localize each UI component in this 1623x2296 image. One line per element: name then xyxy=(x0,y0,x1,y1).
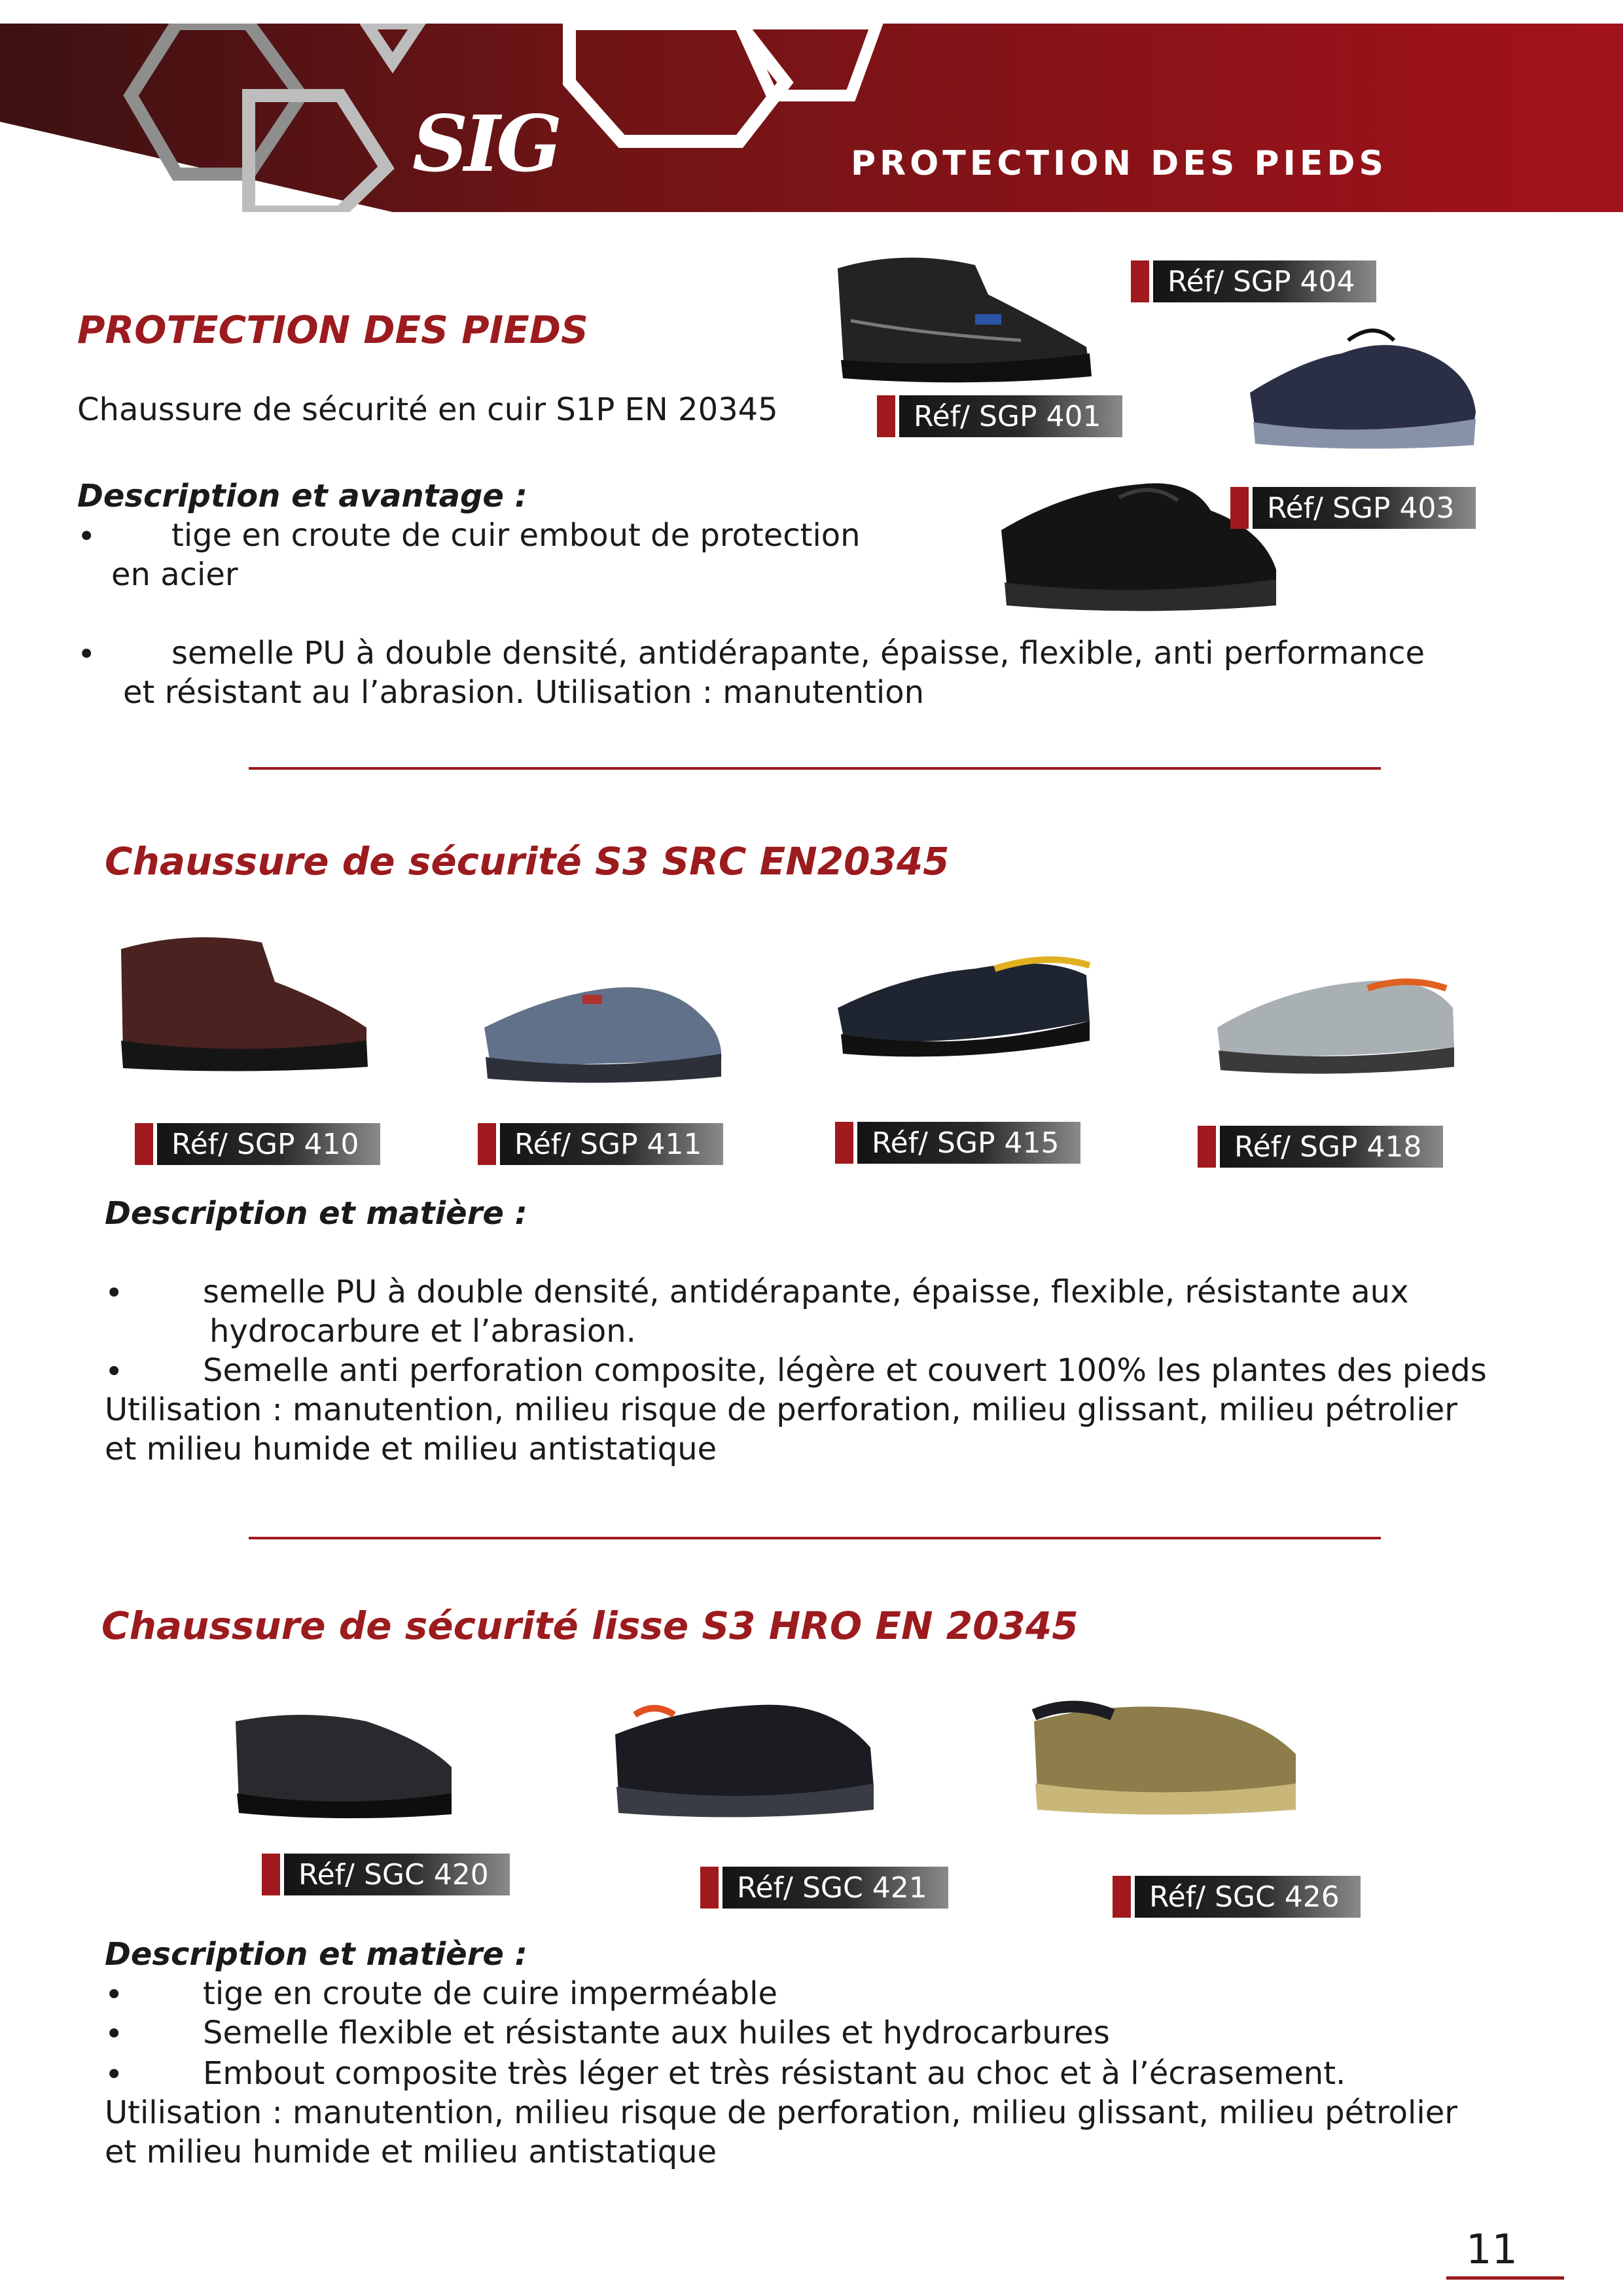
ref-text: Réf/ SGC 426 xyxy=(1135,1876,1361,1918)
shoe-image-sgc426 xyxy=(1027,1689,1309,1820)
section2-bullet1-line1: semelle PU à double densité, antidérapante, épaisse, flexible, résistante aux xyxy=(203,1274,1409,1310)
section-divider xyxy=(249,1537,1381,1539)
ref-text: Réf/ SGP 404 xyxy=(1153,260,1376,302)
ref-text: Réf/ SGP 410 xyxy=(157,1123,380,1165)
shoe-image-sgp411 xyxy=(478,962,726,1086)
ref-text: Réf/ SGP 403 xyxy=(1253,487,1476,529)
section3-usage-line2: et milieu humide et milieu antistatique xyxy=(105,2134,717,2170)
section1-subtitle: Chaussure de sécurité en cuir S1P EN 20345 xyxy=(77,391,778,428)
ref-text: Réf/ SGP 401 xyxy=(899,395,1122,437)
bullet-marker: • xyxy=(105,1275,124,1312)
section2-title: Chaussure de sécurité S3 SRC EN20345 xyxy=(105,839,950,884)
section3-bullet1-line1: tige en croute de cuire imperméable xyxy=(203,1975,777,2012)
section3-bullet3-line1: Embout composite très léger et très résistant au choc et à l’écrasement. xyxy=(203,2055,1346,2092)
shoe-image-sgp404 xyxy=(1243,314,1479,452)
ref-label-sgp411 xyxy=(478,1123,723,1165)
section3-usage-line1: Utilisation : manutention, milieu risque de perforation, milieu glissant, milieu pétrolier xyxy=(105,2094,1457,2131)
section2-bullet2-line1: Semelle anti perforation composite, légère et couvert 100% les plantes des pieds xyxy=(203,1352,1487,1389)
section2-usage-line2: et milieu humide et milieu antistatique xyxy=(105,1431,717,1467)
bullet-marker: • xyxy=(105,1354,124,1390)
ref-text: Réf/ SGC 421 xyxy=(722,1867,948,1909)
shoe-image-sgp415 xyxy=(831,949,1093,1067)
section1-bullet1-line1: tige en croute de cuir embout de protection xyxy=(171,517,861,554)
shoe-image-sgp401 xyxy=(825,249,1106,386)
section1-bullet1-line2: en acier xyxy=(111,556,238,593)
page-number-underline xyxy=(1446,2276,1564,2280)
section2-bullet1-line2: hydrocarbure et l’abrasion. xyxy=(209,1313,636,1350)
section3-title: Chaussure de sécurité lisse S3 HRO EN 20345 xyxy=(101,1604,1079,1648)
shoe-image-sgp418 xyxy=(1211,969,1459,1080)
bullet-marker: • xyxy=(105,1977,124,2013)
shoe-image-sgp410 xyxy=(111,923,373,1073)
ref-text: Réf/ SGC 420 xyxy=(284,1854,510,1895)
page-number: 11 xyxy=(1466,2225,1518,2273)
header-title: PROTECTION DES PIEDS xyxy=(851,144,1387,183)
bullet-marker: • xyxy=(77,518,96,555)
section3-desc-heading: Description et matière : xyxy=(105,1936,527,1973)
section1-title: PROTECTION DES PIEDS xyxy=(77,308,588,352)
section1-bullet2-line1: semelle PU à double densité, antidérapante, épaisse, flexible, anti performance xyxy=(171,635,1425,672)
bullet-marker: • xyxy=(105,2016,124,2053)
ref-label-sgc426 xyxy=(1113,1876,1361,1918)
shoe-image-sgc421 xyxy=(609,1695,883,1826)
ref-label-sgp418 xyxy=(1198,1126,1443,1168)
ref-label-sgc421 xyxy=(700,1867,948,1909)
section1-desc-heading: Description et avantage : xyxy=(77,478,527,514)
ref-label-sgc420 xyxy=(262,1854,510,1895)
section2-usage-line1: Utilisation : manutention, milieu risque de perforation, milieu glissant, milieu pétrolier xyxy=(105,1391,1457,1428)
ref-label-sgp415 xyxy=(835,1122,1080,1164)
bullet-marker: • xyxy=(77,636,96,673)
ref-label-sgp401 xyxy=(877,395,1122,437)
ref-text: Réf/ SGP 418 xyxy=(1220,1126,1443,1168)
ref-label-sgp403 xyxy=(1230,487,1476,529)
ref-label-sgp404 xyxy=(1131,260,1376,302)
shoe-image-sgc420 xyxy=(229,1702,458,1820)
ref-text: Réf/ SGP 415 xyxy=(857,1122,1080,1164)
ref-label-sgp410 xyxy=(135,1123,380,1165)
section-divider xyxy=(249,767,1381,770)
bullet-marker: • xyxy=(105,2056,124,2093)
section3-bullet2-line1: Semelle flexible et résistante aux huiles et hydrocarbures xyxy=(203,2015,1110,2051)
section1-bullet2-line2: et résistant au l’abrasion. Utilisation : manutention xyxy=(123,674,925,711)
ref-text: Réf/ SGP 411 xyxy=(500,1123,723,1165)
header-banner xyxy=(0,24,1623,212)
section2-desc-heading: Description et matière : xyxy=(105,1195,527,1232)
brand-logo: SIG xyxy=(412,98,559,189)
